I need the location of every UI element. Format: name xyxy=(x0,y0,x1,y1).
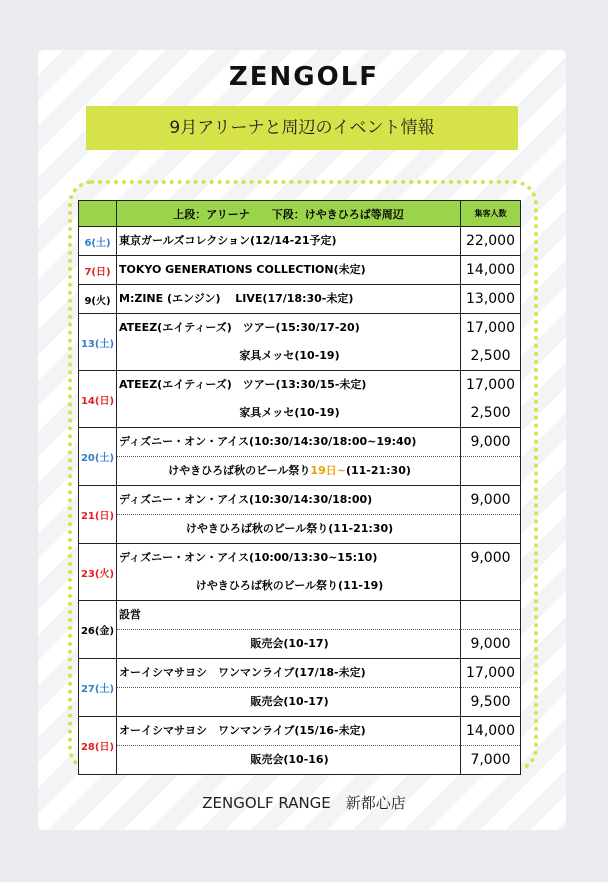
arena-attendance xyxy=(461,601,520,629)
table-row xyxy=(79,601,521,659)
day-cell: 7(日) xyxy=(79,256,117,285)
nearby-event-name: 販売会(10-17) xyxy=(117,687,460,716)
nearby-attendance: 2,500 xyxy=(470,348,511,364)
day-cell: 20(土) xyxy=(79,428,117,486)
nearby-attendance xyxy=(461,572,520,600)
nearby-attendance: 2,500 xyxy=(470,405,511,421)
arena-attendance: 9,000 xyxy=(470,550,511,566)
arena-attendance: 17,000 xyxy=(466,665,515,681)
day-cell: 13(土) xyxy=(79,314,117,371)
day-cell: 28(日) xyxy=(79,717,117,775)
table-row xyxy=(79,717,521,775)
table-row xyxy=(79,285,521,314)
arena-event-name: 設営 xyxy=(119,608,141,621)
store-footer: ZENGOLF RANGE 新都心店 xyxy=(202,794,406,812)
nearby-event-name: 家具メッセ(10-19) xyxy=(239,406,340,419)
page-title-banner: 9月アリーナと周辺のイベント情報 xyxy=(86,106,518,150)
day-cell: 14(日) xyxy=(79,371,117,428)
table-row xyxy=(79,428,521,486)
table-header-row xyxy=(79,201,521,227)
nearby-event-name: 販売会(10-17) xyxy=(117,629,460,658)
table-row xyxy=(79,256,521,285)
day-cell: 6(土) xyxy=(79,227,117,256)
day-cell: 23(火) xyxy=(79,544,117,601)
header-description: 上段：アリーナ 下段：けやきひろば等周辺 xyxy=(117,201,461,227)
day-cell: 27(土) xyxy=(79,659,117,717)
nearby-event-name: けやきひろば秋のビール祭り(11-21:30) xyxy=(117,514,460,543)
nearby-event-name: けやきひろば秋のビール祭り(11-19) xyxy=(195,579,384,592)
attendance-count: 22,000 xyxy=(466,233,515,249)
nearby-event-name: 家具メッセ(10-19) xyxy=(239,349,340,362)
nearby-attendance: 7,000 xyxy=(461,745,520,774)
table-row xyxy=(79,544,521,601)
nearby-event-name: けやきひろば秋のビール祭り19日~(11-21:30) xyxy=(117,456,460,485)
highlight-date: 19日~ xyxy=(310,464,346,477)
day-cell: 9(火) xyxy=(79,285,117,314)
table-row xyxy=(79,486,521,544)
arena-event-name: ディズニー・オン・アイス(10:30/14:30/18:00) xyxy=(119,493,373,506)
table-row xyxy=(79,227,521,256)
attendance-count: 14,000 xyxy=(466,262,515,278)
day-cell: 26(金) xyxy=(79,601,117,659)
event-name: M:ZINE (エンジン) LIVE(17/18:30-未定) xyxy=(119,292,354,305)
header-day-cell xyxy=(79,201,117,227)
arena-event-name: オーイシマサヨシ ワンマンライブ(17/18-未定) xyxy=(119,666,366,679)
day-cell: 21(日) xyxy=(79,486,117,544)
header-count: 集客人数 xyxy=(461,201,521,227)
arena-event-name: ATEEZ(エイティーズ) ツアー(13:30/15-未定) xyxy=(119,378,367,391)
event-name: TOKYO GENERATIONS COLLECTION(未定) xyxy=(119,263,366,276)
nearby-attendance xyxy=(461,456,520,485)
nearby-attendance: 9,000 xyxy=(461,629,520,658)
arena-attendance: 17,000 xyxy=(466,377,515,393)
arena-event-name: オーイシマサヨシ ワンマンライブ(15/16-未定) xyxy=(119,724,366,737)
event-name: 東京ガールズコレクション(12/14-21予定) xyxy=(119,234,337,247)
arena-attendance: 14,000 xyxy=(466,723,515,739)
arena-attendance: 17,000 xyxy=(466,320,515,336)
arena-event-name: ディズニー・オン・アイス(10:00/13:30~15:10) xyxy=(119,551,378,564)
nearby-event-name: 販売会(10-16) xyxy=(117,745,460,774)
table-row xyxy=(79,314,521,371)
zengolf-logo: ZENGOLF xyxy=(228,62,380,92)
arena-attendance: 9,000 xyxy=(470,434,511,450)
table-row xyxy=(79,371,521,428)
arena-event-name: ディズニー・オン・アイス(10:30/14:30/18:00~19:40) xyxy=(119,435,417,448)
nearby-attendance: 9,500 xyxy=(461,687,520,716)
arena-event-name: ATEEZ(エイティーズ) ツアー(15:30/17-20) xyxy=(119,321,360,334)
event-table xyxy=(78,200,521,775)
table-row xyxy=(79,659,521,717)
nearby-attendance xyxy=(461,514,520,543)
attendance-count: 13,000 xyxy=(466,291,515,307)
arena-attendance: 9,000 xyxy=(470,492,511,508)
